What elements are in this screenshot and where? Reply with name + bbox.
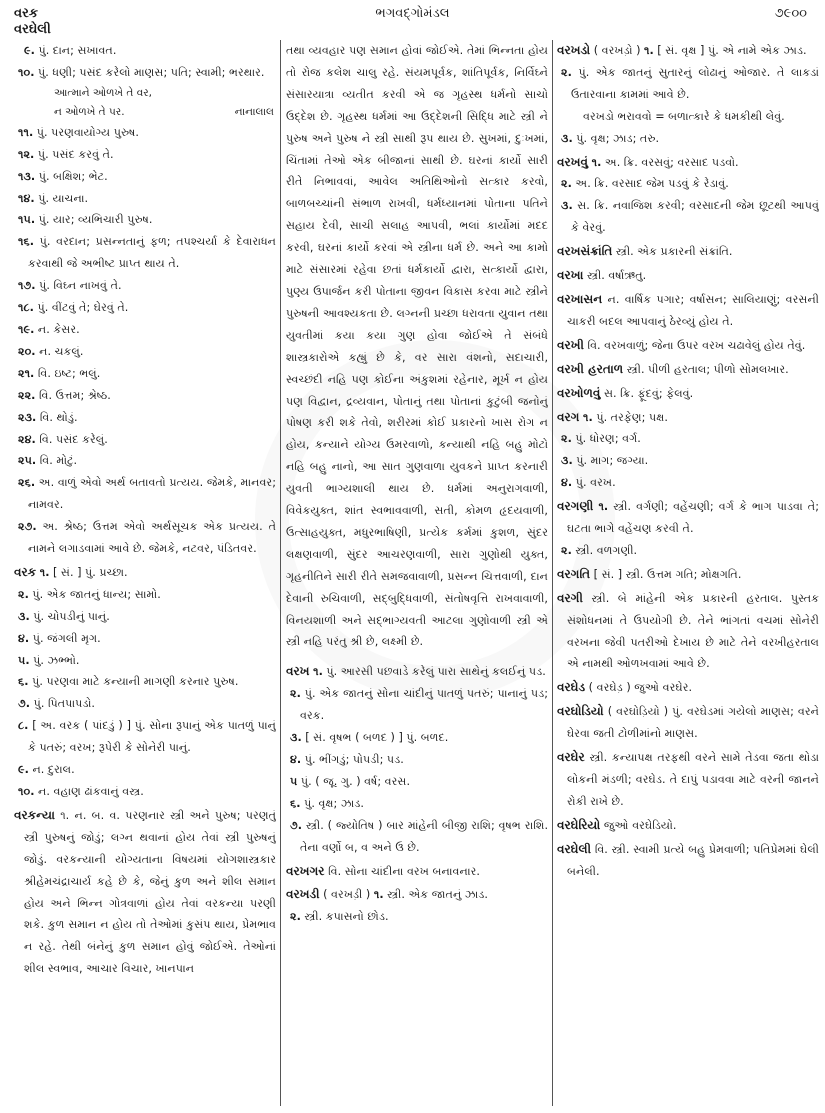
sense: ૩. પું. ચોપડીનું પાનું. xyxy=(18,609,110,623)
headword: વરકન્યા xyxy=(14,807,55,822)
sense: ૧૫. પું. યાર; વ્યભિચારી પુરુષ. xyxy=(18,213,153,227)
sense: ૩. પું. માગ; જગ્યા. xyxy=(561,454,649,468)
running-head xyxy=(14,6,811,42)
entry-varakhdi: વરખડી ( વરખડ઼ી ) ૧. સ્ત્રી. એક જાતનું ઝાડ. ૨. સ્ત્રી. કપાસનો છોડ. xyxy=(286,884,548,928)
entry-varakhsankranti: વરખસંક્રાંતિ સ્ત્રી. એક પ્રકારની સંક્રાંતિ. xyxy=(557,244,733,259)
column-divider xyxy=(552,40,553,1106)
headword: વરઘેર xyxy=(557,750,585,765)
headword: વરઘેલી xyxy=(557,841,592,856)
entry-varak xyxy=(14,562,276,803)
entry-varakh xyxy=(286,661,548,858)
sense: વરખ ૧. પું. આરસી પછવાડે કરેલું પારા સાથેનું કલઈનું પડ. xyxy=(286,664,546,679)
headword: વરખવું xyxy=(557,154,589,169)
entry-varakhi-hartal: વરખી હરતાળ સ્ત્રી. પીળી હરતાલ; પીળો સોમલખાર. xyxy=(557,361,789,376)
book-title: ભગવદ્ગોમંડલ xyxy=(375,6,450,21)
sense: ૧૭. પું. વિઘ્ન નાખવું તે. xyxy=(18,279,122,293)
sense: ૨૬. અ. વાળું એવો અર્થ બતાવતો પ્રત્યય. જેમકે, માનવર; નામવર. xyxy=(18,476,276,512)
entry-vargati: વરગતિ [ સં. ] સ્ત્રી. ઉત્તમ ગતિ; મોક્ષગતિ. xyxy=(557,566,742,581)
headword: વરખડો xyxy=(557,43,591,57)
column-2 xyxy=(286,40,548,1108)
sense: ૯. ન. દુરાલ. xyxy=(18,763,75,777)
sense: વરકન્યા ૧. ન. બ. વ. પરણનાર સ્ત્રી અને પુરુષ; પરણતું સ્ત્રી પુરુષનું જોડું; લગ્ન થવાનાં હોય તેવાં સ્ત્રી પુરુષનું જોડું. વરકન્યાની યોગ્યતાના વિષયમાં યોગશાસ્ત્રકાર શ્રીહેમચંદ્રાચાર્ય કહે છે કે, જેનું કુળ અને શીલ સમાન હોય અને ભિન્ન ગોત્રવાળાં હોય તેવાં વરકન્યા પરણી શકે. કુળ સમાન ન હોય તો તેઓમાં કુસંપ થાય, પ્રેમભાવ ન રહે. તેથી બંનેનું કુળ સમાન હોવું જોઈએ. તેઓનાં શીલ સ્વભાવ, આચાર વિચાર, ખાનપાન xyxy=(14,807,276,976)
sense: ૧૨. પું. પસંદ કરવું તે. xyxy=(18,147,114,161)
headword: વરખી હરતાળ xyxy=(557,361,624,376)
sense: ૨૪. વિ. પસંદ કરેલું. xyxy=(18,432,108,446)
sense: ૪. પું. વરખ. xyxy=(561,476,616,490)
entry-vargheriyo: વરઘેરિયો જુઓ વરઘેડિયો. xyxy=(557,817,677,832)
entry-varkanya xyxy=(14,805,276,980)
headword: વરઘેડ xyxy=(557,680,586,695)
headword: વરખડી xyxy=(286,887,320,902)
headword: વરખ xyxy=(286,664,310,679)
headword: વરઘેરિયો xyxy=(557,817,601,832)
sense: ૨૫. વિ. મોટું. xyxy=(18,454,78,468)
sense: ૩. [ સં. વૃષભ ( બળદ ) ] પું. બળદ. xyxy=(290,731,449,745)
column-1 xyxy=(14,40,276,1108)
sense: ૬. પું. પરણવા માટે કન્યાની માગણી કરનાર પુરુષ. xyxy=(18,675,239,689)
sense: ૧૪. પું. યાચના. xyxy=(18,191,89,205)
sense: ૧૦. ન. વહાણ ઢાંકવાનું વસ્ત્ર. xyxy=(18,785,144,798)
quote-author: નાનાલાલ xyxy=(234,105,274,118)
sense: ૮. [ અ. વરક ( પાંદડું ) ] પું. સોના રૂપાનું એક પાતળું પાનું કે પતરું; વરખ; રૂપેરી કે સોનેરી પાનું. xyxy=(18,719,276,755)
sense: ૧૬. પું. વરદાન; પ્રસન્નતાનું ફળ; તપશ્ચર્યા કે દેવારાધન કરવાથી જે અભીષ્ટ પ્રાપ્ત થાય તે. xyxy=(18,235,276,271)
variant-spelling: ( વરખડ઼ો ) xyxy=(593,44,641,57)
sense: ૪. પું. ભીંગડું; પોપડી; પડ. xyxy=(290,753,404,766)
sense: ૨. સ્ત્રી. વળગણી. xyxy=(561,543,638,557)
sense: ૬. પું. વૃક્ષ; ઝાડ. xyxy=(290,796,364,810)
entry-varghed: વરઘેડ ( વરઘેડ઼ ) જુઓ વરઘેર. xyxy=(557,680,693,695)
variant-spelling: ( વરઘોડ઼િયો ) xyxy=(607,705,669,719)
sense: વરક ૧. [ સં. ] પું. પ્રચ્છા. xyxy=(14,564,128,579)
sense: ૨. પું. એક જાતનું સુતારનું લોઢાનું ઓજાર. તે લાકડાં ઉતારવાના કામમાં આવે છે. xyxy=(561,65,819,101)
headword: વરખસંક્રાંતિ xyxy=(557,244,613,259)
sense: ૫ પું. ( જૂ. ગુ. ) વર્ષ; વરસ. xyxy=(290,774,411,788)
entry-vargher: વરઘેર સ્ત્રી. કન્યાપક્ષ તરફથી વરને સામે તેડવા જતા થોડા લોકની મંડળી; વરઘેડ. તે દાપું પડાવવા માટે વરની જાનને રોકી રાખે છે. xyxy=(557,750,819,808)
sense: ૪. પું. જંગલી મૃગ. xyxy=(18,631,101,645)
entry-varakhasan: વરખાસન ન. વાર્ષિક પગાર; વર્ષાસન; સાલિયાણું; વરસની ચાકરી બદલ આપવાનું ઠેરવ્યું હોય તે. xyxy=(557,291,819,328)
entry-vargi: વરગી સ્ત્રી. બે માંહેની એક પ્રકારની હરતાલ. પુસ્તક સંશોધનમાં તે ઉપયોગી છે. તેને ભાંગતાં વચમાં સોનેરી વરખના જેવી પતરીઓ દેખાય છે માટે તેને વરખીહરતાલ એ નામથી ઓળખવામાં આવે છે. xyxy=(557,590,819,671)
entry-varakhdo: વરખડો ( વરખડ઼ો ) ૧. [ સં. વૃક્ષ ] પું. એ નામે એક ઝાડ. ૨. પું. એક જાતનું સુતારનું લોઢાનું ઓજાર. તે લાકડાં ઉતારવાના કામમાં આવે છે. વરખડો ભરાવવો = બળાત્કારે કે ધમકીથી લેવું. ૩. પું. વૃક્ષ; ઝાડ; તરુ. xyxy=(557,40,819,150)
headword: વરઘોડિયો xyxy=(557,704,604,719)
sense: ૨૨. વિ. ઉત્તમ; શ્રેષ્ઠ. xyxy=(18,388,111,402)
column-3 xyxy=(557,40,819,1108)
entry-varag: વરગ ૧. પું. તરફેણ; પક્ષ. ૨. પું. ધોરણ; વર્ગ. ૩. પું. માગ; જગ્યા. ૪. પું. વરખ. xyxy=(557,407,819,495)
entry-varakholvu: વરખોળવું સ. ક્રિ. ફૂંદવું; ફેલવું. xyxy=(557,385,694,400)
entry-varkanya-continued: તથા વ્યવહાર પણ સમાન હોવાં જોઈએ. તેમાં ભિન્નતા હોય તો રોજ કલેશ ચાલુ રહે. સંયમપૂર્વક, શાંતિપૂર્વક, નિર્વિઘ્ને સંસારયાત્રા વ્યતીત કરવી એ જ ગૃહસ્થ ધર્મનો સાચો ઉદ્દેશ છે. ગૃહસ્થ ધર્મમાં આ ઉદ્દેશની સિદ્ધિ માટે સ્ત્રી ને પુરુષ અને પુરુષ ને સ્ત્રી સાથી રૂપ થાય છે. સુખમાં, દુઃખમાં, ચિંતામાં તેઓ એક બીજાનાં સાથી છે. ઘરનાં કાર્યો સારી રીતે નિભાવવાં, આવેલ અતિથિઓનો સત્કાર કરવો, બાળબચ્ચાંની સંભાળ રાખવી, ધર્મધ્યાનમાં પોતાના પતિને સહાય દેવી, સાચી સલાહ આપવી, ભલાં કાર્યોમાં મદદ કરવી, ઘરનાં કાર્યો કરવાં એ સ્ત્રીના ધર્મ છે. અને આ કામો માટે સંસારમાં રહેવા છતાં ધર્મકાર્યો દ્વારા, સત્કાર્યો દ્વારા, પુણ્ય ઉપાર્જન કરી પોતાના જીવન વિકાસ કરવા માટે સ્ત્રીને પુરુષની આવશ્યકતા છે. લગ્નની પ્રચ્છા ધરાવતા યુવાન તથા યુવતીમાં કયા કયા ગુણ હોવા જોઈએ તે સંબંધે શાસ્ત્રકારોએ કહ્યું છે કે, વર સારા વંશનો, સદાચારી, સ્વચ્છંદી નહિ પણ કોઈના અંકુશમાં રહેનાર, મૂર્ખ ન હોય પણ વિદ્વાન, દ્રવ્યવાન, પોતાનું તથા પોતાનાં કુટુંબી જનોનું પોષણ કરી શકે તેવો, શરીરમાં કોઈ પ્રકારનો ખાસ રોગ ન હોય, કન્યાને યોગ્ય ઉમરવાળો, કન્યાથી નહિ બહુ મોટો નહિ બહુ નાનો, આ સાત ગુણવાળા યુવકને પ્રાપ્ત કરનારી યુવતી ભાગ્યશાલી થાય છે. ધર્મમાં અનુરાગવાળી, વિવેકયુક્ત, શાંત સ્વભાવવાળી, સતી, કોમળ હૃદયવાળી, ઉત્સાહયુક્ત, મધુરભાષિણી, પ્રત્યેક કર્મમાં કુશળ, સુંદર લક્ષણવાળી, સુંદર આચરણવાળી, સારા ગુણોથી યુક્ત, ગૃહનીતિને સારી રીતે સમજવાવાળી, પ્રસન્ન ચિત્તવાળી, દાન દેવાની રુચિવાળી, સદ્બુદ્ધિવાળી, સંતોષવૃત્તિ રાખવાવાળી, વિનયશાળી અને સદ્ભાગ્યવતી આટલા ગુણોવાળી સ્ત્રી એ સ્ત્રી નહિ પરંતુ શ્રી છે, લક્ષ્મી છે. xyxy=(286,44,548,649)
sense: ૧૧. પું. પરણવાયોગ્ય પુરુષ. xyxy=(18,125,139,139)
sense: ૨. અ. ક્રિ. વરસાદ જેમ પડવું કે રેડાવું. xyxy=(561,177,729,191)
entry-vargani: વરગણી ૧. સ્ત્રી. વર્ગણી; વહેંચણી; વર્ગ કે ભાગ પાડવા તે; ઘટતા ભાગે વહેંચણ કરવી તે. ૨. સ્ત્રી. વળગણી. xyxy=(557,496,819,562)
entry-varakhgar: વરખગર વિ. સોના ચાંદીના વરખ બનાવનાર. xyxy=(286,863,480,878)
headword: વરખા xyxy=(557,268,584,283)
sense: ૧૯. ન. કેસર. xyxy=(18,322,80,336)
entry-varakha: વરખા સ્ત્રી. વર્ષાઋતુ. xyxy=(557,268,647,283)
sense: ૨૭. અ. શ્રેષ્ઠ; ઉત્તમ એવો અર્થસૂચક એક પ્રત્યય. તે નામને લગાડવામાં આવે છે. જેમકે, નટવર, પંડિતવર. xyxy=(18,520,276,556)
sense: ૩. પું. વૃક્ષ; ઝાડ; તરુ. xyxy=(561,131,660,145)
column-divider xyxy=(280,40,281,1106)
guide-word-last: વરઘેલી xyxy=(14,22,51,37)
sense: ૨૩. વિ. થોડું. xyxy=(18,410,78,424)
sense: ૨. સ્ત્રી. કપાસનો છોડ. xyxy=(290,910,389,924)
sense: ૨૦. ન. ચકલું. xyxy=(18,344,84,358)
headword: વરખોળવું xyxy=(557,385,601,400)
sense: ૧૦. પું. ધણી; પસંદ કરેલો માણસ; પતિ; સ્વામી; ભરથાર. xyxy=(18,65,265,79)
entry-vargheli: વરઘેલી વિ. સ્ત્રી. સ્વામી પ્રત્યે બહુ પ્રેમવાળી; પતિપ્રેમમાં ઘેલી બનેલી. xyxy=(557,841,819,878)
headword: વરગ xyxy=(557,409,580,424)
sense: ૩. સ. ક્રિ. નવાજિશ કરવી; વરસાદની જેમ છૂટથી આપવું કે વેરવું. xyxy=(561,199,819,235)
entry-varakhvu: વરખવું ૧. અ. ક્રિ. વરસવું; વરસાદ પડવો. ૨. અ. ક્રિ. વરસાદ જેમ પડવું કે રેડાવું. ૩. સ. ક્રિ. નવાજિશ કરવી; વરસાદની જેમ છૂટથી આપવું કે વેરવું. xyxy=(557,152,819,240)
quotation: આત્માને ઓળખે તે વર, ન ઓળખે તે પર. નાનાલાલ xyxy=(14,84,276,122)
sense: ૯. પું. દાન; સખાવત. xyxy=(24,44,117,57)
idiom: વરખડો ભરાવવો = બળાત્કારે કે ધમકીથી લેવું. xyxy=(583,109,785,123)
sense: ૧૩. પું. બક્ષિશ; ભેટ. xyxy=(18,169,108,183)
headword: વરખી xyxy=(557,337,584,352)
headword: વરગી xyxy=(557,590,583,605)
sense: ૭. સ્ત્રી. ( જ્યોતિષ ) બાર માંહેની બીજી રાશિ; વૃષભ રાશિ. તેના વર્ણો બ, વ અને ઉ છે. xyxy=(290,818,548,854)
entry-varakhi: વરખી વિ. વરખવાળું; જેના ઉપર વરખ ચઢાવેલું હોય તેવું. xyxy=(557,337,806,352)
headword: વરખાસન xyxy=(557,291,603,306)
sense: ૨. પું. એક જાતનું ધાન્ય; સામો. xyxy=(18,587,161,601)
headword: વરગણી xyxy=(557,499,594,514)
sense: ૨૧. વિ. ઇષ્ટ; ભલું. xyxy=(18,366,101,380)
sense: ૭. પું. પિતપાપડો. xyxy=(18,697,95,711)
headword: વરગતિ xyxy=(557,566,591,581)
sense: ૧૮. પું. વીંટવું તે; ઘેરવું તે. xyxy=(18,301,129,315)
entry-varghodiyo: વરઘોડિયો ( વરઘોડ઼િયો ) પું. વરઘેડમાં ગયેલો માણસ; વરને ઘેરવા જતી ટોળીમાંનો માણસ. xyxy=(557,704,819,741)
sense: ૨. પું. ધોરણ; વર્ગ. xyxy=(561,432,641,446)
page-number: ૭૯૦૦ xyxy=(774,6,807,21)
sense: ૫. પું. ઝભ્ભો. xyxy=(18,653,80,667)
variant-spelling: ( વરઘેડ઼ ) xyxy=(588,681,631,695)
text-columns xyxy=(14,40,819,1108)
guide-word-first: વરક xyxy=(14,6,38,21)
headword: વરખગર xyxy=(286,863,325,878)
entry-var-continued xyxy=(14,40,276,560)
sense: ૨. પું. એક જાતનું સોના ચાંદીનું પાતળું પતરું; પાનાનું પડ; વરક. xyxy=(290,687,548,723)
variant-spelling: ( વરખડ઼ી ) xyxy=(323,888,371,902)
headword: વરક xyxy=(14,564,37,579)
